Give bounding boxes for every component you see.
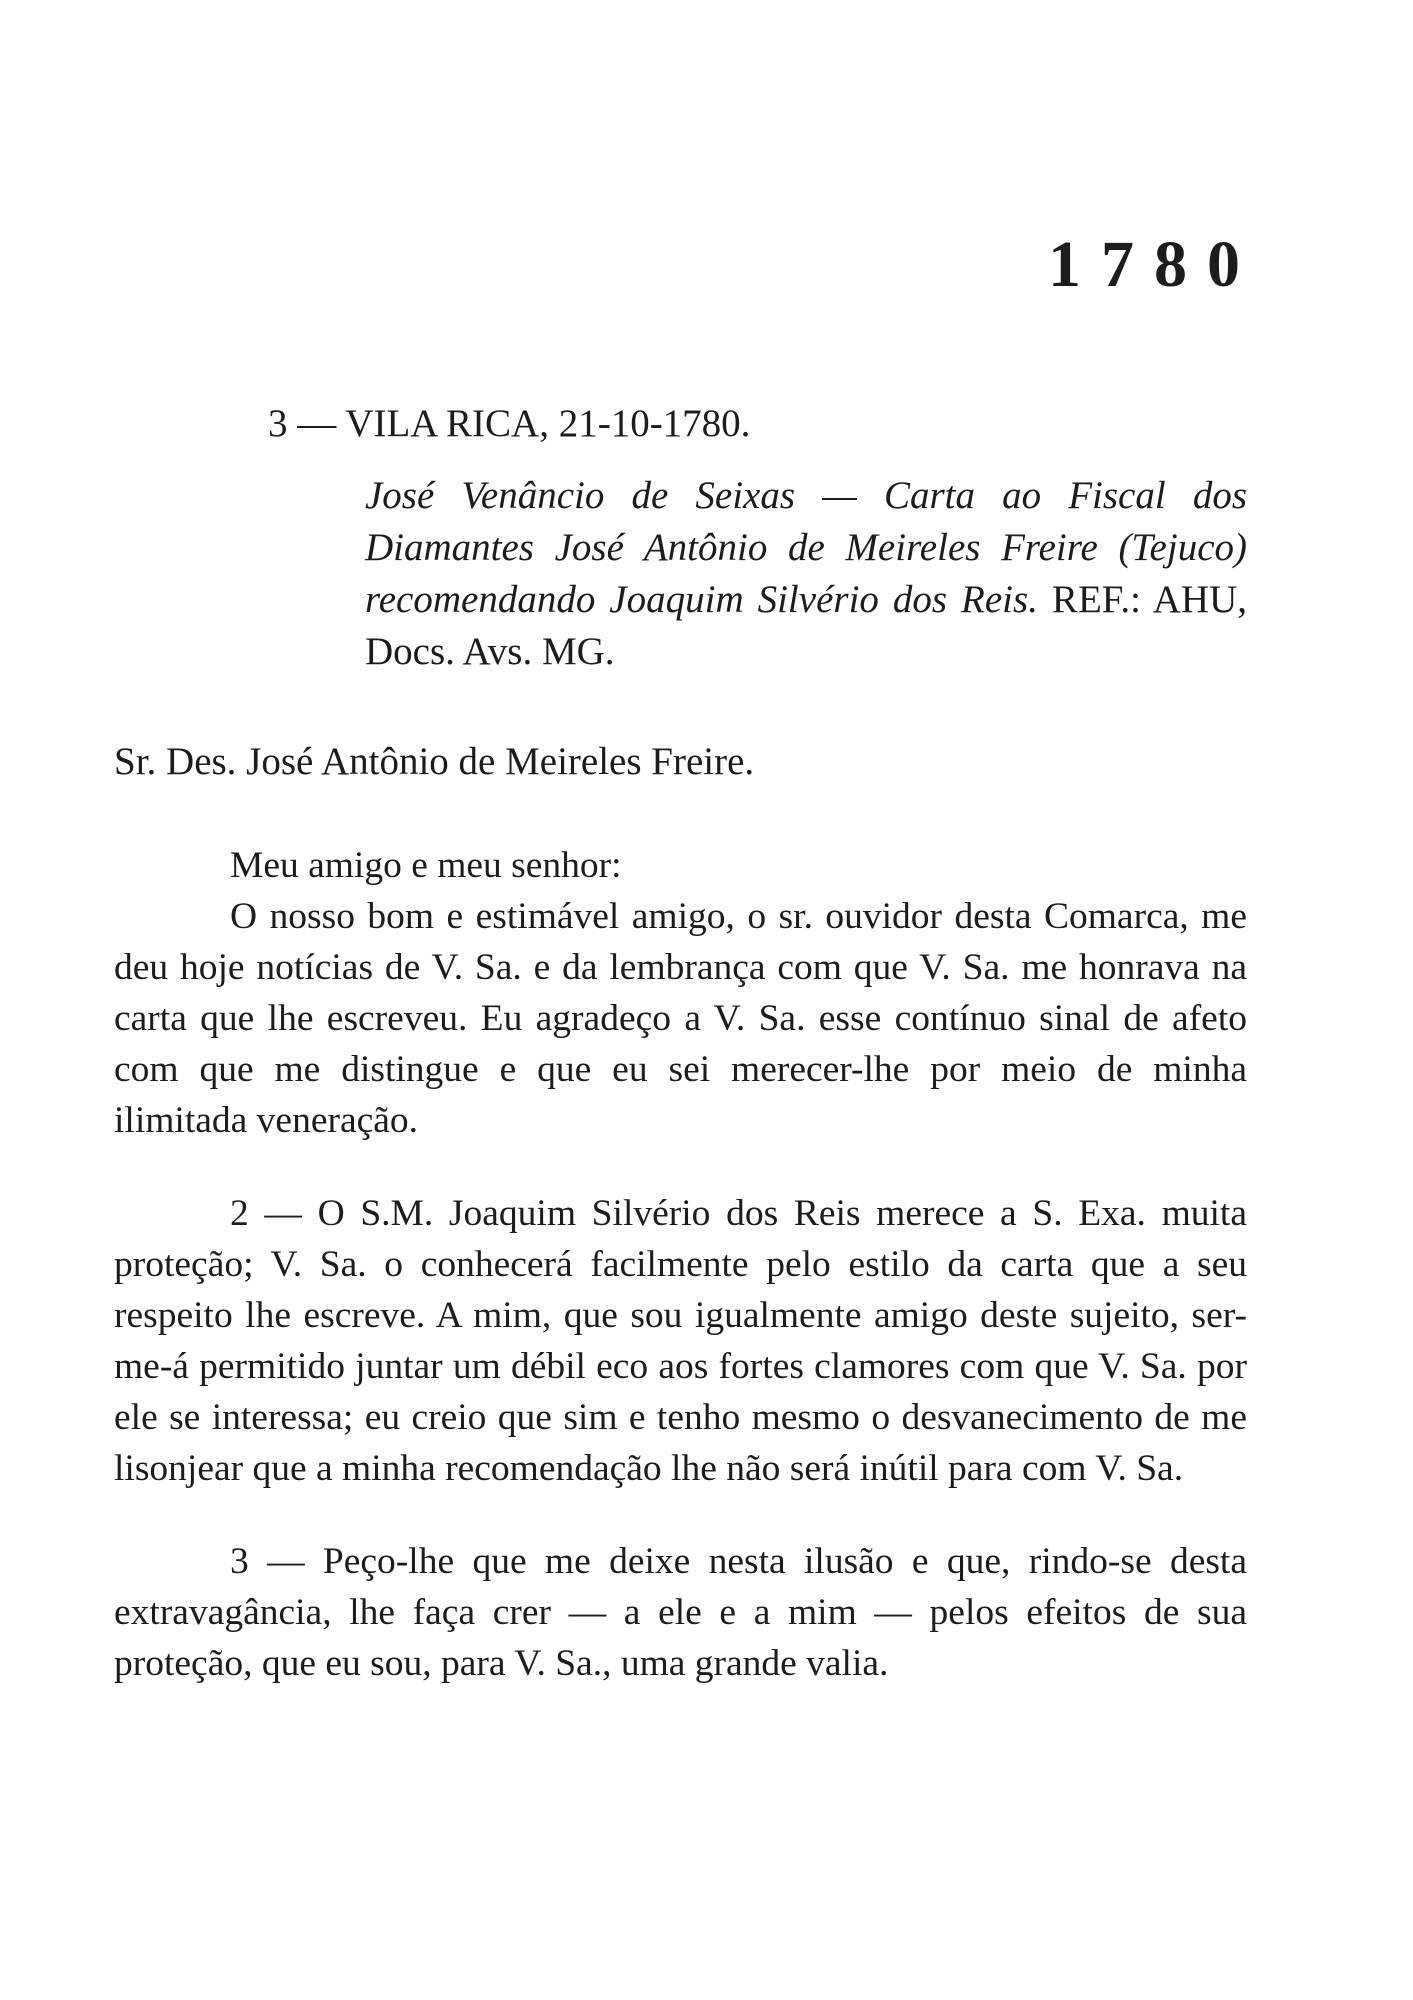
letter-body <box>114 840 1247 1689</box>
page-year-heading: 1780 <box>1048 228 1260 301</box>
entry-summary <box>365 470 1247 678</box>
summary-author: José Venâncio de Seixas <box>365 474 796 517</box>
entry-heading: 3 — VILA RICA, 21-10-1780. <box>268 402 751 445</box>
summary-title: Carta ao Fiscal dos Diamantes José Antônio de Meireles Freire (Tejuco) recomendando Joaquim Silvério dos Reis. <box>365 474 1247 621</box>
letter-paragraph-1: O nosso bom e estimável amigo, o sr. ouvidor desta Comarca, me deu hoje notícias de V. Sa. e da lembrança com que V. Sa. me honrava na carta que lhe escreveu. Eu agradeço a V. Sa. esse contínuo sinal de afeto com que me distingue e que eu sei merecer-lhe por meio de minha ilimitada veneração. <box>114 896 1247 1141</box>
letter-addressee: Sr. Des. José Antônio de Meireles Freire. <box>114 740 755 783</box>
summary-separator: — <box>795 474 884 517</box>
letter-greeting: Meu amigo e meu senhor: <box>230 845 622 886</box>
summary-reference: REF.: AHU, Docs. Avs. MG. <box>365 578 1247 673</box>
letter-paragraph-2: 2 — O S.M. Joaquim Silvério dos Reis merece a S. Exa. muita proteção; V. Sa. o conhecerá facilmente pelo estilo da carta que a seu respeito lhe escreve. A mim, que sou igualmente amigo deste sujeito, ser-me-á permitido juntar um débil eco aos fortes clamores com que V. Sa. por ele se interessa; eu creio que sim e tenho mesmo o desvanecimento de me lisonjear que a minha recomendação lhe não será inútil para com V. Sa. <box>114 1193 1247 1489</box>
letter-paragraph-3: 3 — Peço-lhe que me deixe nesta ilusão e que, rindo-se desta extravagância, lhe faça crer — a ele e a mim — pelos efeitos de sua proteção, que eu sou, para V. Sa., uma grande valia. <box>114 1541 1247 1684</box>
